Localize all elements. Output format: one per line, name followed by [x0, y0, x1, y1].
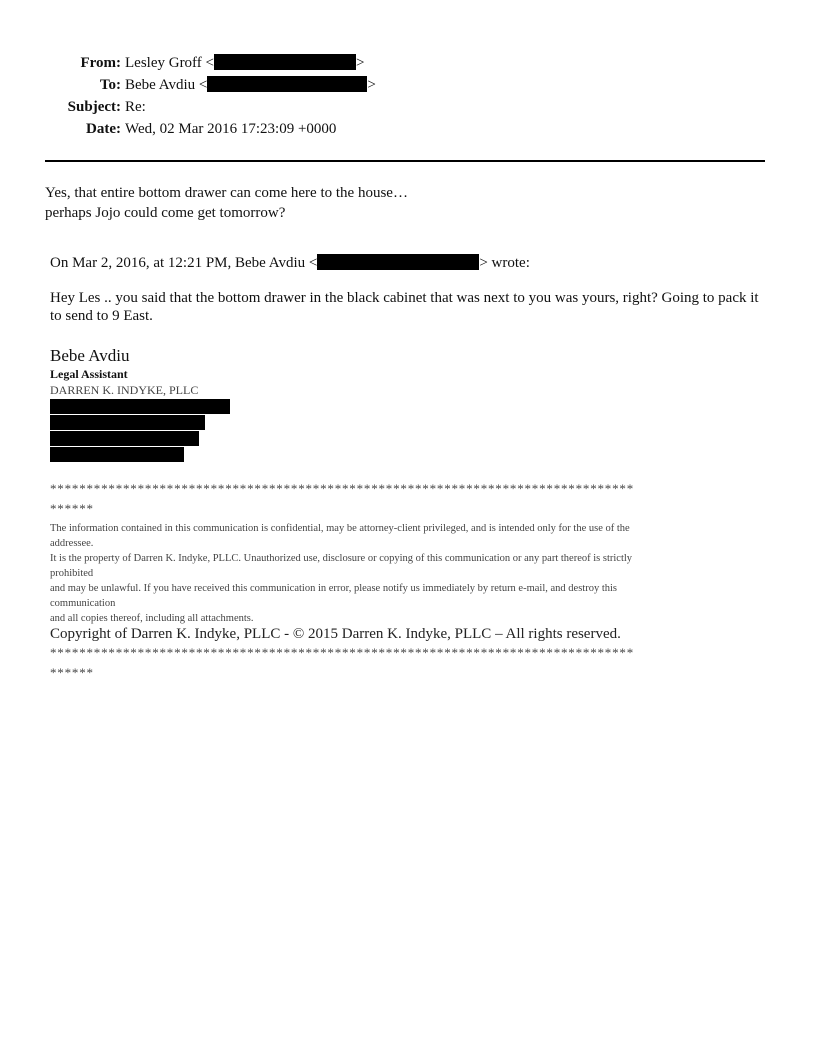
redaction-bar: [207, 76, 367, 92]
reply-body: [45, 183, 765, 223]
separator-stars-tail: ******: [50, 501, 94, 516]
disclaimer-line: and may be unlawful. If you have received this communication in error, please notify us immediately by return e-mail, and destroy this: [50, 583, 617, 594]
signature-name: Bebe Avdiu: [50, 346, 130, 365]
separator-stars-tail: ******: [50, 665, 94, 680]
from-value: Lesley Groff <: [125, 55, 214, 71]
date-label: Date:: [86, 121, 121, 137]
quote-intro-end: > wrote:: [479, 255, 530, 271]
from-label: From:: [80, 55, 121, 71]
reply-line: perhaps Jojo could come get tomorrow?: [45, 205, 286, 221]
disclaimer-line: prohibited: [50, 568, 94, 579]
quote-intro: [50, 253, 530, 273]
reply-line: Yes, that entire bottom drawer can come here to the house…: [45, 185, 408, 201]
quote-intro-text: On Mar 2, 2016, at 12:21 PM, Bebe Avdiu <: [50, 255, 318, 271]
signature-title: Legal Assistant: [50, 367, 128, 381]
disclaimer-line: The information contained in this communication is confidential, may be attorney-client privileged, and is intended only for the use of the: [50, 523, 630, 534]
from-row: [40, 52, 440, 74]
separator-stars: ********************************************************************************: [50, 645, 634, 660]
to-value: Bebe Avdiu <: [125, 77, 208, 93]
redaction-bar: [50, 415, 205, 430]
copyright-notice: Copyright of Darren K. Indyke, PLLC - © 2015 Darren K. Indyke, PLLC – All rights reserved.: [50, 626, 621, 642]
redaction-bar: [317, 254, 479, 270]
disclaimer-line: and all copies thereof, including all attachments.: [50, 613, 254, 624]
to-label: To:: [99, 77, 121, 93]
redaction-bar: [50, 447, 184, 462]
from-close: >: [356, 55, 365, 71]
redaction-bar: [214, 54, 356, 70]
separator-stars: ********************************************************************************: [50, 481, 634, 496]
signature-firm: DARREN K. INDYKE, PLLC: [50, 383, 199, 397]
disclaimer-line: addressee.: [50, 538, 94, 549]
redaction-bar: [50, 399, 230, 414]
redaction-bar: [50, 431, 199, 446]
subject-value: Re:: [125, 99, 146, 115]
subject-row: [40, 96, 440, 118]
date-row: [40, 118, 440, 140]
header-divider: [45, 160, 765, 162]
disclaimer-line: communication: [50, 598, 116, 609]
to-row: [40, 74, 440, 96]
date-value: Wed, 02 Mar 2016 17:23:09 +0000: [125, 121, 337, 137]
to-close: >: [367, 77, 376, 93]
confidentiality-notice: [50, 521, 755, 626]
quoted-body: Hey Les .. you said that the bottom drawer in the black cabinet that was next to you was yours, right? Going to pack it to send to 9 East.: [50, 290, 759, 324]
subject-label: Subject:: [67, 99, 121, 115]
disclaimer-line: It is the property of Darren K. Indyke, PLLC. Unauthorized use, disclosure or copying of this communication or any part thereof is strictly: [50, 553, 633, 564]
